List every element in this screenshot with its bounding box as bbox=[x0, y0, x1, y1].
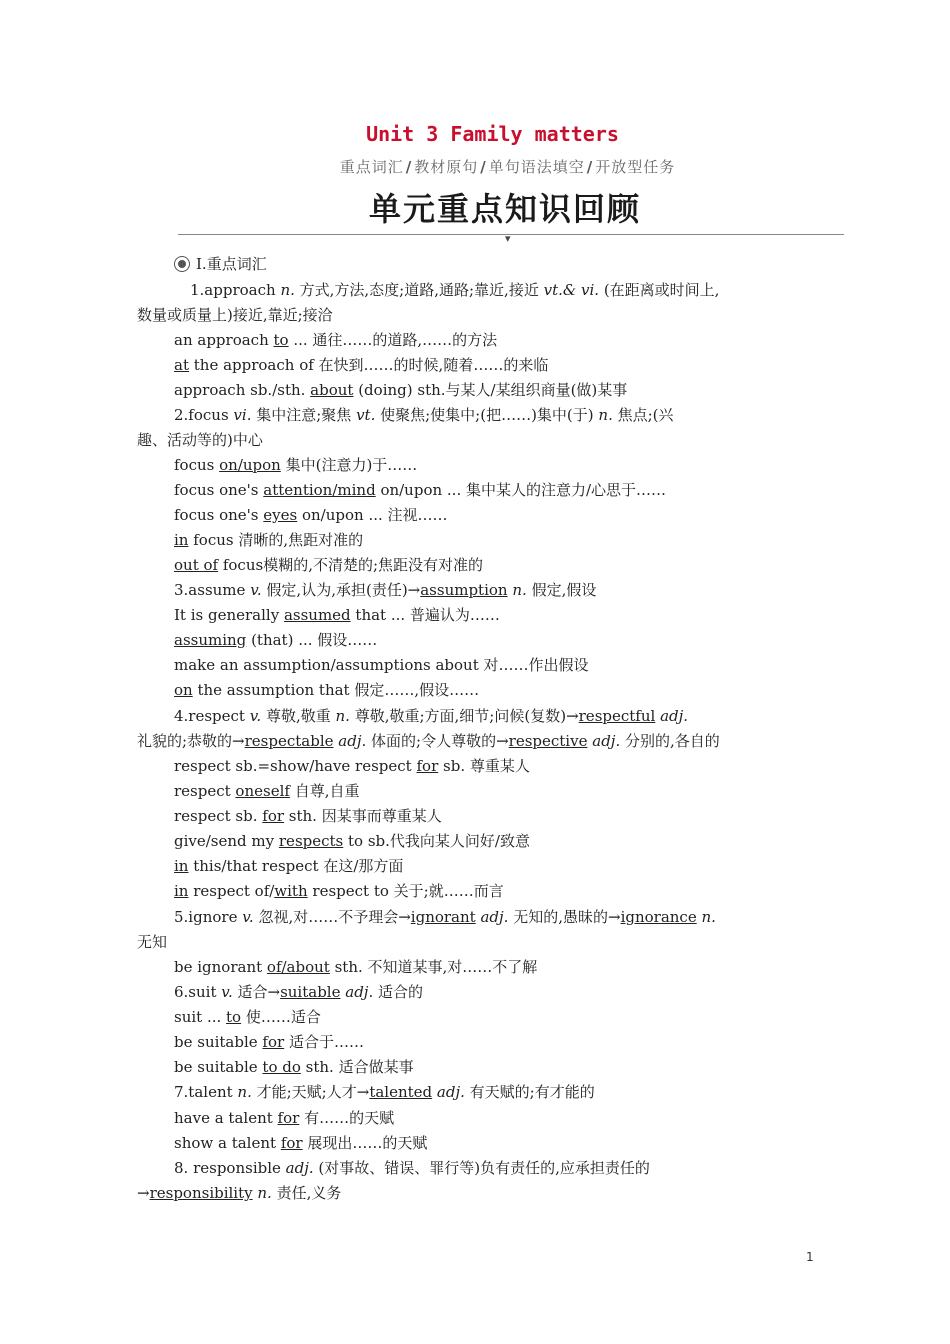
text-line bbox=[174, 1057, 414, 1077]
part-of-speech: adj. bbox=[345, 983, 374, 1001]
line-text: 有……的天赋 bbox=[299, 1109, 395, 1127]
part-of-speech: vt. bbox=[356, 406, 376, 424]
subtitle-part: 教材原句 bbox=[414, 158, 479, 176]
answer-blank: on bbox=[174, 681, 193, 699]
text-line bbox=[174, 655, 589, 675]
line-text: 数量或质量上)接近,靠近;接洽 bbox=[137, 306, 333, 324]
line-text: 适合→ bbox=[232, 983, 281, 1001]
part-of-speech: n. bbox=[237, 1083, 252, 1101]
line-text: sth. 不知道某事,对……不了解 bbox=[329, 958, 538, 976]
line-text: 假定,假设 bbox=[526, 581, 597, 599]
answer-blank: for bbox=[416, 757, 439, 775]
answer-blank: suitable bbox=[280, 983, 341, 1001]
text-line bbox=[174, 555, 483, 575]
text-line bbox=[174, 680, 479, 700]
line-text: 尊敬,敬重;方面,细节;问候(复数)→ bbox=[349, 707, 579, 725]
line-text: 展现出……的天赋 bbox=[302, 1134, 428, 1152]
answer-blank: respectable bbox=[244, 732, 334, 750]
line-text: an approach bbox=[174, 331, 274, 349]
answer-blank: at bbox=[174, 356, 189, 374]
answer-blank: of/about bbox=[266, 958, 330, 976]
line-text: the assumption that 假定……,假设…… bbox=[192, 681, 480, 699]
part-of-speech: adj. bbox=[285, 1159, 314, 1177]
line-text: (doing) sth.与某人/某组织商量(做)某事 bbox=[353, 381, 628, 399]
line-text: respect sb. bbox=[174, 807, 263, 825]
text-line bbox=[174, 530, 363, 550]
line-text: 分别的,各自的 bbox=[620, 732, 720, 750]
line-text: respect to 关于;就……而言 bbox=[307, 882, 504, 900]
line-text: focus 清晰的,焦距对准的 bbox=[188, 531, 364, 549]
line-text: (that) ... 假设…… bbox=[246, 631, 378, 649]
line-text: have a talent bbox=[174, 1109, 278, 1127]
text-line bbox=[174, 1007, 321, 1027]
line-text: 集中(注意力)于…… bbox=[280, 456, 418, 474]
text-line bbox=[190, 280, 719, 300]
answer-blank: for bbox=[262, 1033, 285, 1051]
part-of-speech: adj. bbox=[592, 732, 621, 750]
line-text: 8. responsible bbox=[174, 1159, 286, 1177]
text-line bbox=[174, 781, 359, 801]
part-of-speech: v. bbox=[250, 581, 262, 599]
answer-blank: for bbox=[280, 1134, 303, 1152]
line-text: that ... 普遍认为…… bbox=[350, 606, 500, 624]
line-text: → bbox=[137, 1184, 150, 1202]
answer-blank: on/upon bbox=[219, 456, 281, 474]
part-of-speech: v. bbox=[242, 908, 254, 926]
line-text: sth. 因某事而尊重某人 bbox=[284, 807, 442, 825]
part-of-speech: n. bbox=[280, 281, 295, 299]
line-text: 尊敬,敬重 bbox=[261, 707, 336, 725]
line-text: respect bbox=[174, 782, 236, 800]
answer-blank: for bbox=[262, 807, 285, 825]
text-line bbox=[174, 1133, 427, 1153]
part-of-speech: n. bbox=[598, 406, 613, 424]
line-text: 有天赋的;有才能的 bbox=[464, 1083, 595, 1101]
text-line bbox=[137, 305, 333, 325]
line-text: 焦点;(兴 bbox=[612, 406, 674, 424]
part-of-speech: n. bbox=[335, 707, 350, 725]
line-text: 使……适合 bbox=[241, 1008, 321, 1026]
answer-blank: in bbox=[174, 882, 189, 900]
part-of-speech: v. bbox=[249, 707, 262, 725]
part-of-speech: vt.& bbox=[543, 281, 577, 299]
part-of-speech: vi. bbox=[233, 406, 252, 424]
answer-blank: assuming bbox=[174, 631, 247, 649]
answer-blank: respectful bbox=[578, 707, 656, 725]
line-text: 集中注意;聚焦 bbox=[251, 406, 357, 424]
text-line bbox=[174, 355, 548, 375]
line-text: on/upon ... 注视…… bbox=[297, 506, 448, 524]
text-line bbox=[174, 856, 403, 876]
answer-blank: ignorance bbox=[620, 908, 697, 926]
line-text: approach sb./sth. bbox=[174, 381, 311, 399]
part-of-speech: n. bbox=[512, 581, 527, 599]
line-text: be suitable bbox=[174, 1033, 263, 1051]
subtitle-part: 单句语法填空 bbox=[488, 158, 585, 176]
answer-blank: to bbox=[226, 1008, 242, 1026]
line-text: on/upon ... 集中某人的注意力/心思于…… bbox=[375, 481, 667, 499]
line-text: to sb.代我向某人问好/致意 bbox=[343, 832, 530, 850]
line-text: 4.respect bbox=[174, 707, 250, 725]
answer-blank: in bbox=[174, 531, 189, 549]
text-line bbox=[137, 1183, 341, 1203]
subtitle-separator: / bbox=[405, 158, 413, 176]
part-of-speech: adj. bbox=[660, 707, 689, 725]
text-line bbox=[174, 330, 497, 350]
line-text: sth. 适合做某事 bbox=[300, 1058, 414, 1076]
line-text: the approach of 在快到……的时候,随着……的来临 bbox=[188, 356, 549, 374]
text-line bbox=[174, 806, 442, 826]
line-text: 无知 bbox=[137, 933, 168, 951]
part-of-speech: adj. bbox=[436, 1083, 465, 1101]
radio-bullet-icon bbox=[174, 256, 190, 272]
line-text: 假定,认为,承担(责任)→ bbox=[261, 581, 421, 599]
line-text: 适合于…… bbox=[284, 1033, 364, 1051]
text-line bbox=[174, 605, 500, 625]
line-text: be ignorant bbox=[174, 958, 267, 976]
line-text: this/that respect 在这/那方面 bbox=[188, 857, 404, 875]
heading-divider bbox=[178, 234, 844, 235]
text-line bbox=[174, 957, 537, 977]
line-text: give/send my bbox=[174, 832, 279, 850]
answer-blank: assumption bbox=[420, 581, 508, 599]
line-text: It is generally bbox=[174, 606, 284, 624]
answer-blank: attention/mind bbox=[263, 481, 376, 499]
part-of-speech: n. bbox=[701, 908, 716, 926]
subtitle-part: 开放型任务 bbox=[595, 158, 676, 176]
answer-blank: for bbox=[277, 1109, 300, 1127]
text-line bbox=[174, 706, 688, 726]
text-line bbox=[174, 881, 504, 901]
section-heading bbox=[174, 253, 267, 274]
part-of-speech: v. bbox=[221, 983, 233, 1001]
subtitle-bar bbox=[0, 156, 950, 177]
text-line bbox=[174, 380, 627, 400]
line-text: respect sb.=show/have respect bbox=[174, 757, 417, 775]
main-heading: 单元重点知识回顾 bbox=[368, 190, 641, 228]
part-of-speech: adj. bbox=[480, 908, 509, 926]
subtitle-part: 重点词汇 bbox=[339, 158, 404, 176]
part-of-speech: n. bbox=[257, 1184, 272, 1202]
text-line bbox=[137, 932, 167, 952]
divider-arrow-icon: ▾ bbox=[505, 232, 511, 245]
subtitle-separator: / bbox=[480, 158, 487, 176]
part-of-speech: adj. bbox=[338, 732, 367, 750]
line-text: 方式,方法,态度;道路,通路;靠近,接近 bbox=[294, 281, 544, 299]
line-text: make an assumption/assumptions about 对……作出假设 bbox=[174, 656, 589, 674]
line-text: suit ... bbox=[174, 1008, 227, 1026]
line-text: focus one's bbox=[174, 481, 264, 499]
line-text: 5.ignore bbox=[174, 908, 243, 926]
answer-blank: talented bbox=[369, 1083, 433, 1101]
line-text: 适合的 bbox=[373, 983, 424, 1001]
answer-blank: ignorant bbox=[410, 908, 476, 926]
unit-title: Unit 3 Family matters bbox=[366, 122, 619, 146]
answer-blank: respects bbox=[278, 832, 344, 850]
answer-blank: in bbox=[174, 857, 189, 875]
text-line bbox=[174, 1108, 394, 1128]
text-line bbox=[174, 405, 674, 425]
text-line bbox=[137, 430, 263, 450]
line-text: 体面的;令人尊敬的→ bbox=[366, 732, 509, 750]
page-number: 1 bbox=[806, 1250, 814, 1264]
text-line bbox=[174, 630, 377, 650]
text-line bbox=[174, 982, 423, 1002]
line-text: 趣、活动等的)中心 bbox=[137, 431, 263, 449]
text-line bbox=[174, 756, 530, 776]
section-label: Ⅰ.重点词汇 bbox=[196, 255, 267, 273]
line-text: 礼貌的;恭敬的→ bbox=[137, 732, 245, 750]
answer-blank: about bbox=[310, 381, 354, 399]
line-text: 2.focus bbox=[174, 406, 234, 424]
line-text: 责任,义务 bbox=[271, 1184, 342, 1202]
answer-blank: to do bbox=[262, 1058, 301, 1076]
line-text: 6.suit bbox=[174, 983, 222, 1001]
answer-blank: eyes bbox=[263, 506, 298, 524]
answer-blank: with bbox=[274, 882, 308, 900]
line-text: focus one's bbox=[174, 506, 264, 524]
line-text: 使聚焦;使集中;(把……)集中(于) bbox=[375, 406, 599, 424]
line-text: 忽视,对……不予理会→ bbox=[253, 908, 411, 926]
text-line bbox=[174, 505, 448, 525]
text-line bbox=[174, 455, 417, 475]
line-text: 1.approach bbox=[190, 281, 281, 299]
line-text: focus bbox=[174, 456, 220, 474]
line-text: be suitable bbox=[174, 1058, 263, 1076]
subtitle-separator: / bbox=[586, 158, 594, 176]
line-text: sb. 尊重某人 bbox=[438, 757, 530, 775]
part-of-speech: vi. bbox=[581, 281, 600, 299]
line-text: focus模糊的,不清楚的;焦距没有对准的 bbox=[218, 556, 484, 574]
line-text: respect of/ bbox=[188, 882, 275, 900]
text-line bbox=[174, 480, 666, 500]
line-text: (对事故、错误、罪行等)负有责任的,应承担责任的 bbox=[313, 1159, 650, 1177]
line-text: 才能;天赋;人才→ bbox=[251, 1083, 370, 1101]
text-line bbox=[174, 1032, 364, 1052]
text-line bbox=[174, 580, 596, 600]
answer-blank: to bbox=[273, 331, 289, 349]
text-line bbox=[174, 1158, 650, 1178]
text-line bbox=[137, 731, 720, 751]
line-text: 无知的,愚昧的→ bbox=[508, 908, 621, 926]
answer-blank: respective bbox=[508, 732, 588, 750]
text-line bbox=[174, 831, 530, 851]
text-line bbox=[174, 907, 716, 927]
answer-blank: out of bbox=[174, 556, 219, 574]
answer-blank: assumed bbox=[283, 606, 351, 624]
line-text: ... 通往……的道路,……的方法 bbox=[288, 331, 498, 349]
line-text: 自尊,自重 bbox=[289, 782, 360, 800]
line-text: show a talent bbox=[174, 1134, 281, 1152]
answer-blank: responsibility bbox=[149, 1184, 253, 1202]
line-text: 7.talent bbox=[174, 1083, 238, 1101]
line-text: (在距离或时间上, bbox=[599, 281, 720, 299]
text-line bbox=[174, 1082, 595, 1102]
line-text: 3.assume bbox=[174, 581, 251, 599]
answer-blank: oneself bbox=[235, 782, 290, 800]
